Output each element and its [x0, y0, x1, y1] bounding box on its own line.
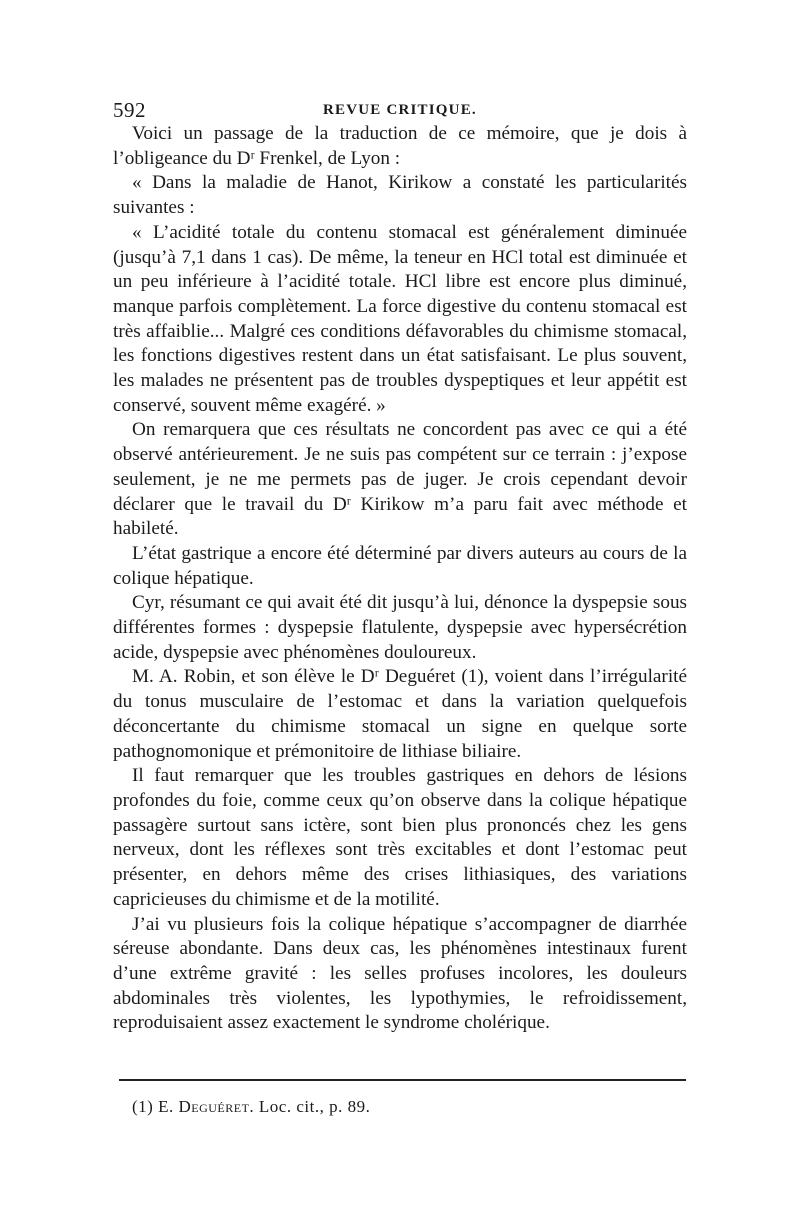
- footnote-separator: [119, 1079, 686, 1081]
- page-number: 592: [113, 98, 146, 122]
- paragraph: J’ai vu plusieurs fois la colique hépatique s’accompagner de diarrhée séreuse abondante. Dans deux cas, les phénomènes intestinaux furent d’une extrême gravité : les selles profuses incolores, les douleurs abdominales très violentes, les lypothymies, le refroidissement, reproduisaient assez exactement le syndrome cholérique.: [113, 913, 687, 1034]
- footnote: [132, 1097, 370, 1117]
- paragraph: On remarquera que ces résultats ne concordent pas avec ce qui a été observé antérieurement. Je ne suis pas compétent sur ce terrain : j’expose seulement, je ne me permets pas de juger. Je crois cependant devoir déclarer que le travail du Dʳ Kirikow m’a paru fait avec méthode et habileté.: [113, 419, 687, 540]
- page-header: [113, 98, 688, 122]
- footnote-citation: Loc. cit., p. 89.: [258, 1097, 371, 1116]
- paragraph: Voici un passage de la traduction de ce mémoire, que je dois à l’obligeance du Dʳ Frenkel, de Lyon :: [113, 123, 687, 169]
- paragraph: L’état gastrique a encore été déterminé par divers auteurs au cours de la colique hépatique.: [113, 542, 687, 589]
- footnote-author: E. Deguéret.: [158, 1097, 255, 1116]
- body-text: [113, 122, 687, 1036]
- paragraph: Il faut remarquer que les troubles gastriques en dehors de lésions profondes du foie, comme ceux qu’on observe dans la colique hépatique passagère surtout sans ictère, sont bien plus prononcés chez les gens nerveux, dont les réflexes sont très excitables et dont l’estomac peut présenter, en dehors même des crises lithiasiques, des variations capricieuses du chimisme et de la motilité.: [113, 765, 687, 910]
- paragraph: « Dans la maladie de Hanot, Kirikow a constaté les particularités suivantes :: [113, 172, 687, 219]
- paragraph: M. A. Robin, et son élève le Dʳ Deguéret (1), voient dans l’irrégularité du tonus musculaire de l’estomac et dans la variation quelquefois déconcertante du chimisme stomacal un signe en quelque sorte pathognomonique et prémonitoire de lithiase biliaire.: [113, 666, 687, 762]
- paragraph: Cyr, résumant ce qui avait été dit jusqu’à lui, dénonce la dyspepsie sous différentes formes : dyspepsie flatulente, dyspepsie avec hypersécrétion acide, dyspepsie avec phénomènes douloureux.: [113, 592, 687, 663]
- footnote-number: (1): [132, 1097, 154, 1116]
- paragraph: « L’acidité totale du contenu stomacal est généralement diminuée (jusqu’à 7,1 dans 1 cas). De même, la teneur en HCl total est diminuée et un peu inférieure à l’acidité totale. HCl libre est encore plus diminué, manque parfois complètement. La force digestive du contenu stomacal est très affaiblie... Malgré ces conditions défavorables du chimisme stomacal, les fonctions digestives restent dans un état satisfaisant. Le plus souvent, les malades ne présentent pas de troubles dyspeptiques et leur appétit est conservé, souvent même exagéré. »: [113, 221, 687, 416]
- running-title: REVUE CRITIQUE.: [323, 102, 477, 118]
